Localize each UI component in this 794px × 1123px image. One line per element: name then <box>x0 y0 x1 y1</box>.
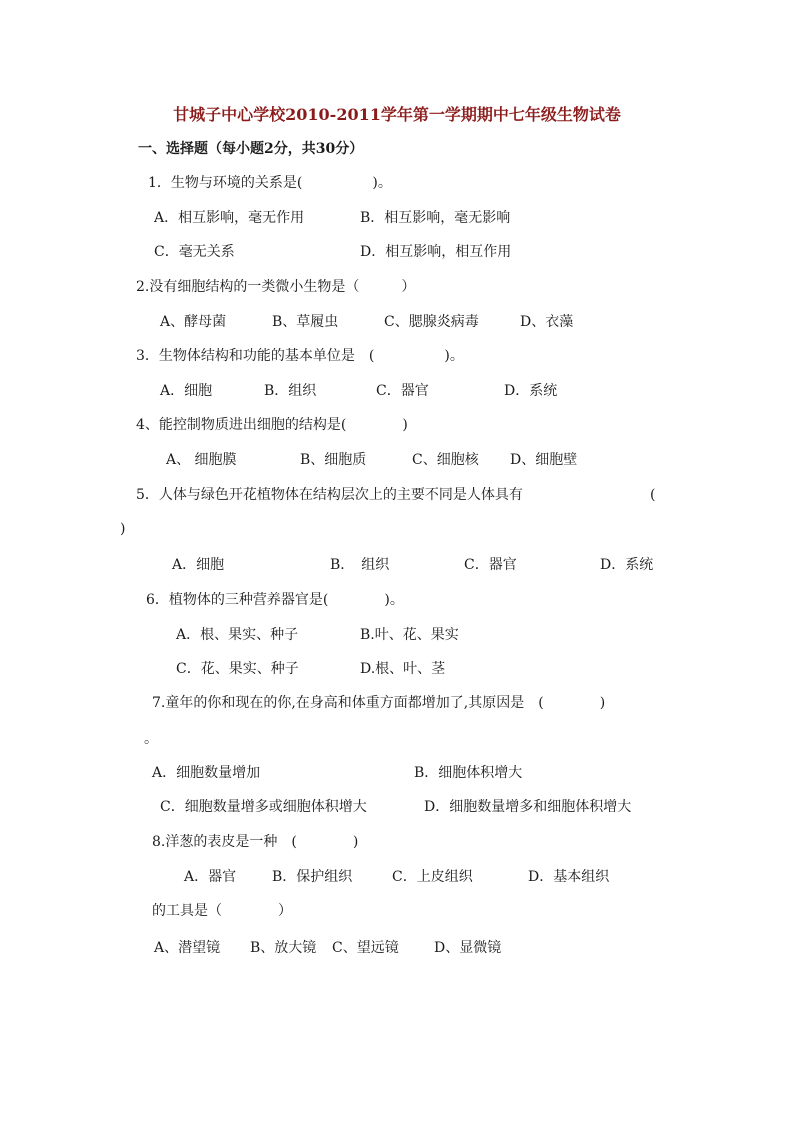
question-8-option-a: A．器官 <box>184 869 237 885</box>
question-7-stem: 7.童年的你和现在的你,在身高和体重方面都增加了,其原因是 ( ) <box>152 695 606 711</box>
question-1-option-b: B．相互影响，毫无影响 <box>360 210 511 226</box>
question-5-paren-open: ( <box>650 487 656 503</box>
exam-title: 甘城子中心学校2010-2011学年第一学期期中七年级生物试卷 <box>173 105 621 124</box>
question-3-option-c: C．器官 <box>376 383 429 399</box>
question-7-option-c: C．细胞数量增多或细胞体积增大 <box>160 799 367 815</box>
question-4-stem: 4、能控制物质进出细胞的结构是( ) <box>136 417 408 433</box>
question-8-option-d: D．基本组织 <box>528 869 610 885</box>
question-4-option-b: B、细胞质 <box>300 452 367 468</box>
question-8-option-b: B．保护组织 <box>272 869 353 885</box>
question-6-option-b: B.叶、花、果实 <box>360 627 459 643</box>
question-1-stem: 1．生物与环境的关系是( )。 <box>148 175 392 191</box>
question-3-option-d: D．系统 <box>504 383 558 399</box>
question-5-stem: 5．人体与绿色开花植物体在结构层次上的主要不同是人体具有 <box>136 487 523 503</box>
question-2-option-a: A、酵母菌 <box>160 314 227 330</box>
question-5-option-d: D．系统 <box>600 557 654 573</box>
question-1-option-d: D．相互影响，相互作用 <box>360 244 512 260</box>
question-9-option-d: D、显微镜 <box>434 940 502 956</box>
question-2-option-c: C、腮腺炎病毒 <box>384 314 479 330</box>
question-9-option-a: A、潜望镜 <box>154 940 221 956</box>
question-9-stem: 的工具是（ ） <box>152 903 292 919</box>
question-4-option-a: A、 细胞膜 <box>166 452 237 468</box>
question-1-option-c: C．毫无关系 <box>154 244 235 260</box>
question-4-option-d: D、细胞壁 <box>510 452 578 468</box>
question-6-option-a: A．根、果实、种子 <box>176 627 299 643</box>
question-6-option-d: D.根、叶、茎 <box>360 661 446 677</box>
question-5-option-a: A．细胞 <box>172 557 225 573</box>
question-7-option-d: D．细胞数量增多和细胞体积增大 <box>424 799 632 815</box>
question-7-period: 。 <box>144 731 158 747</box>
question-8-stem: 8.洋葱的表皮是一种 ( ) <box>152 834 359 850</box>
question-6-stem: 6．植物体的三种营养器官是( )。 <box>146 592 404 608</box>
question-7-option-b: B．细胞体积增大 <box>414 765 523 781</box>
question-8-option-c: C．上皮组织 <box>392 869 473 885</box>
question-9-option-b: B、放大镜 <box>250 940 317 956</box>
question-3-stem: 3．生物体结构和功能的基本单位是 ( )。 <box>136 348 464 364</box>
question-5-option-c: C．器官 <box>464 557 517 573</box>
question-9-option-c: C、望远镜 <box>332 940 399 956</box>
question-3-option-b: B．组织 <box>264 383 317 399</box>
question-2-stem: 2.没有细胞结构的一类微小生物是（ ） <box>136 279 416 295</box>
question-3-option-a: A．细胞 <box>160 383 213 399</box>
question-5-paren-close: ) <box>120 521 126 537</box>
question-2-option-d: D、衣藻 <box>520 314 574 330</box>
section-heading: 一、选择题（每小题2分，共30分） <box>138 141 364 157</box>
question-1-option-a: A．相互影响，毫无作用 <box>154 210 305 226</box>
question-7-option-a: A．细胞数量增加 <box>152 765 261 781</box>
question-5-option-b: B． 组织 <box>330 557 390 573</box>
question-6-option-c: C．花、果实、种子 <box>176 661 299 677</box>
question-4-option-c: C、细胞核 <box>412 452 479 468</box>
question-2-option-b: B、草履虫 <box>272 314 339 330</box>
